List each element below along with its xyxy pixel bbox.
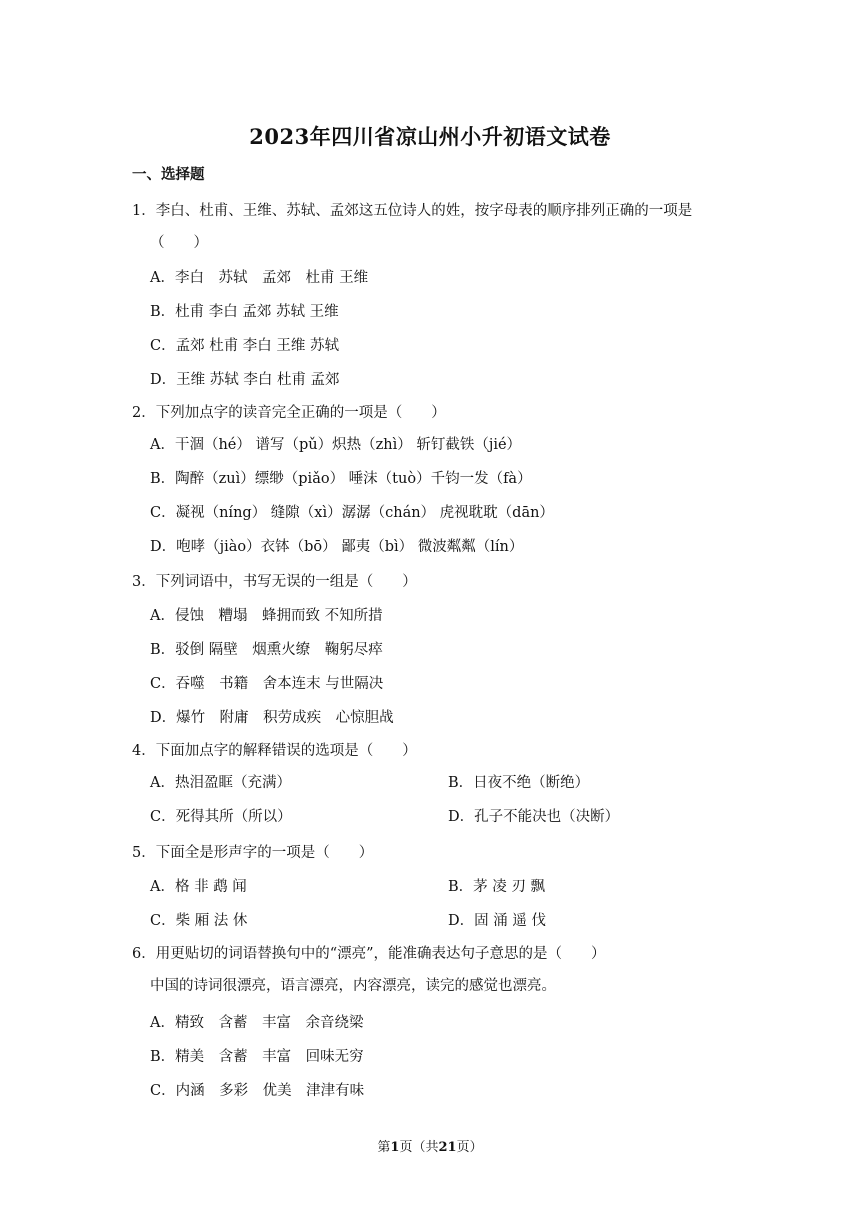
question-3-option-d: D．爆竹 附庸 积劳成疾 心惊胆战 (150, 710, 394, 726)
question-1-bracket: （ ） (150, 235, 208, 251)
question-3-option-b: B．驳倒 隔壁 烟熏火缭 鞠躬尽瘁 (150, 642, 383, 658)
page-footer (0, 1141, 860, 1154)
question-1-option-a: A．李白 苏轼 孟郊 杜甫 王维 (150, 270, 369, 286)
section-heading: 一、选择题 (132, 166, 205, 183)
question-4-option-b: B．日夜不绝（断绝） (448, 775, 590, 791)
question-6-option-b: B．精美 含蓄 丰富 回味无穷 (150, 1049, 364, 1065)
question-4-stem: 4．下面加点字的解释错误的选项是（ ） (132, 743, 417, 759)
question-1-option-b: B．杜甫 李白 孟郊 苏轼 王维 (150, 304, 339, 320)
question-2-option-c: C．凝视（níng） 缝隙（xì）潺潺（chán） 虎视耽耽（dān） (150, 505, 554, 521)
question-2-option-b: B．陶醉（zuì）缥缈（piǎo） 唾沫（tuò）千钧一发（fà） (150, 471, 532, 487)
footer-total-pages: 21 (438, 1140, 457, 1155)
question-1-stem: 1．李白、杜甫、王维、苏轼、孟郊这五位诗人的姓，按字母表的顺序排列正确的一项是 (132, 203, 693, 219)
question-3-option-c: C．吞噬 书籍 舍本连末 与世隔决 (150, 676, 384, 692)
question-2-stem: 2．下列加点字的读音完全正确的一项是（ ） (132, 405, 446, 421)
question-4-option-d: D．孔子不能决也（决断） (448, 809, 620, 825)
question-6-option-a: A．精致 含蓄 丰富 余音绕梁 (150, 1015, 364, 1031)
question-2-option-d: D．咆哮（jiào）衣钵（bō） 鄙夷（bì） 微波粼粼（lín） (150, 539, 524, 555)
footer-mid: 页（共 (399, 1140, 439, 1155)
question-6-stem: 6．用更贴切的词语替换句中的“漂亮”，能准确表达句子意思的是（ ） (132, 946, 606, 962)
question-3-option-a: A．侵蚀 糟塌 蜂拥而致 不知所措 (150, 608, 383, 624)
question-5-option-b: B．茅 凌 刃 飘 (448, 879, 545, 895)
question-6-sentence: 中国的诗词很漂亮，语言漂亮，内容漂亮，读完的感觉也漂亮。 (150, 978, 556, 994)
question-6-option-c: C．内涵 多彩 优美 津津有味 (150, 1083, 365, 1099)
footer-prefix: 第 (377, 1140, 391, 1155)
footer-suffix: 页） (456, 1140, 483, 1155)
footer-page-number: 1 (390, 1140, 400, 1155)
question-1-option-c: C．孟郊 杜甫 李白 王维 苏轼 (150, 338, 340, 354)
question-5-option-d: D．固 涌 遥 伐 (448, 913, 546, 929)
question-3-stem: 3．下列词语中，书写无误的一组是（ ） (132, 574, 417, 590)
question-5-stem: 5．下面全是形声字的一项是（ ） (132, 845, 374, 861)
question-2-option-a: A．干涸（hé） 谱写（pǔ）炽热（zhì） 斩钉截铁（jié） (150, 437, 522, 453)
exam-title: 2023年四川省凉山州小升初语文试卷 (249, 124, 611, 149)
question-4-option-a: A．热泪盈眶（充满） (150, 775, 291, 791)
question-5-option-c: C．柴 厢 法 休 (150, 913, 248, 929)
question-5-option-a: A．格 非 鹉 闻 (150, 879, 247, 895)
question-4-option-c: C．死得其所（所以） (150, 809, 292, 825)
question-1-option-d: D．王维 苏轼 李白 杜甫 孟郊 (150, 372, 340, 388)
